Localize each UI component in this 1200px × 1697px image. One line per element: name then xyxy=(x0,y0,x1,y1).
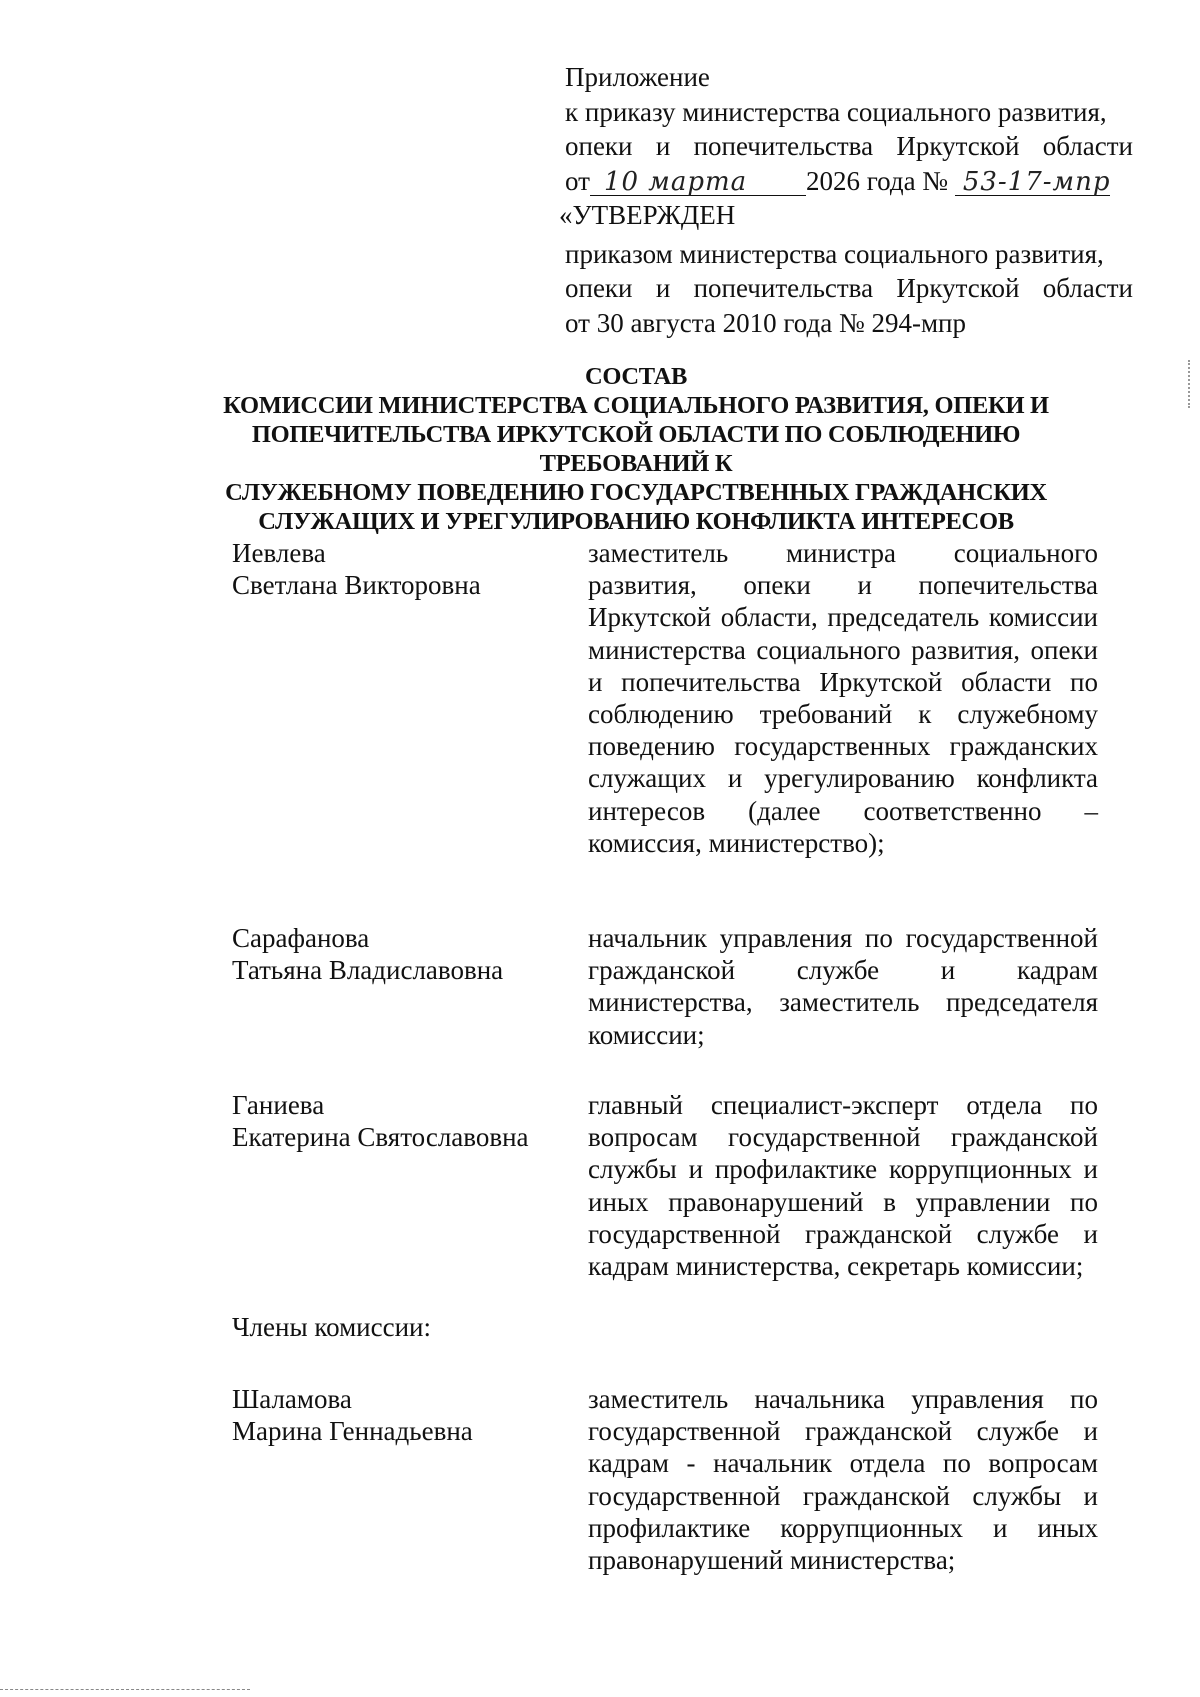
title-line-4: СЛУЖЕБНОМУ ПОВЕДЕНИЮ ГОСУДАРСТВЕННЫХ ГРАЖДАНСКИХ xyxy=(225,479,1047,506)
member-given-names: Марина Геннадьевна xyxy=(232,1416,473,1447)
handwritten-date: 10 марта xyxy=(590,169,806,196)
title-line-2: КОМИССИИ МИНИСТЕРСТВА СОЦИАЛЬНОГО РАЗВИТИЯ, ОПЕКИ И xyxy=(223,392,1049,419)
approved-date-line: от 30 августа 2010 года № 294-мпр xyxy=(565,307,966,338)
title-line-5: СЛУЖАЩИХ И УРЕГУЛИРОВАНИЮ КОНФЛИКТА ИНТЕРЕСОВ xyxy=(258,508,1014,535)
member-role: заместитель начальника управления по государственной гражданской службе и кадрам - начальник отдела по вопросам государственной гражданской службы и профилактике коррупционных и иных правонарушений министерства; xyxy=(588,1384,1098,1576)
appendix-header xyxy=(559,60,1133,340)
approved-ministry-line: опеки и попечительства Иркутской области xyxy=(565,273,1133,303)
title-line-3: ПОПЕЧИТЕЛЬСТВА ИРКУТСКОЙ ОБЛАСТИ ПО СОБЛЮДЕНИЮ ТРЕБОВАНИЙ К xyxy=(251,421,1021,477)
appendix-date-line xyxy=(565,164,1125,199)
year-text: 2026 года № xyxy=(805,165,949,196)
member-role: главный специалист-эксперт отдела по вопросам государственной гражданской службы и профилактике коррупционных и иных правонарушений в управлении по государственной гражданской службе и кадрам министерства, секретарь комиссии; xyxy=(588,1090,1098,1282)
member-role: заместитель министра социального развития, опеки и попечительства Иркутской области, председатель комиссии министерства социального развития, опеки и попечительства Иркутской области по соблюдению требований к служебному поведению государственных гражданских служащих и урегулированию конфликта интересов (далее соответственно – комиссия, министерство); xyxy=(588,538,1098,858)
handwritten-number: 53-17-мпр xyxy=(955,169,1110,196)
appendix-ministry-line: опеки и попечительства Иркутской области xyxy=(565,131,1133,161)
member-given-names: Светлана Викторовна xyxy=(232,570,481,601)
member-given-names: Екатерина Святославовна xyxy=(232,1122,529,1153)
member-surname: Шаламова xyxy=(232,1384,352,1414)
member-name xyxy=(232,1383,562,1447)
member-name xyxy=(232,1089,562,1153)
member-given-names: Татьяна Владиславовна xyxy=(232,955,504,986)
title-line-1: СОСТАВ xyxy=(584,363,688,390)
appendix-order-line: к приказу министерства социального развития, xyxy=(565,96,1107,127)
appendix-label: Приложение xyxy=(565,62,710,92)
member-name xyxy=(232,537,562,601)
member-surname: Сарафанова xyxy=(232,923,370,953)
document-title xyxy=(200,362,1072,536)
member-surname: Иевлева xyxy=(232,538,326,568)
member-name xyxy=(232,922,562,986)
members-label: Члены комиссии: xyxy=(232,1312,431,1342)
scan-bottom-rule xyxy=(0,1689,250,1690)
approved-order-line: приказом министерства социального развития, xyxy=(565,238,1104,269)
member-surname: Ганиева xyxy=(232,1090,325,1120)
from-prefix: от xyxy=(565,165,590,196)
member-role: начальник управления по государственной гражданской службе и кадрам министерства, заместитель председателя комиссии; xyxy=(588,923,1098,1050)
approved-label: «УТВЕРЖДЕН xyxy=(559,200,736,230)
scan-edge-mark xyxy=(1188,360,1192,408)
